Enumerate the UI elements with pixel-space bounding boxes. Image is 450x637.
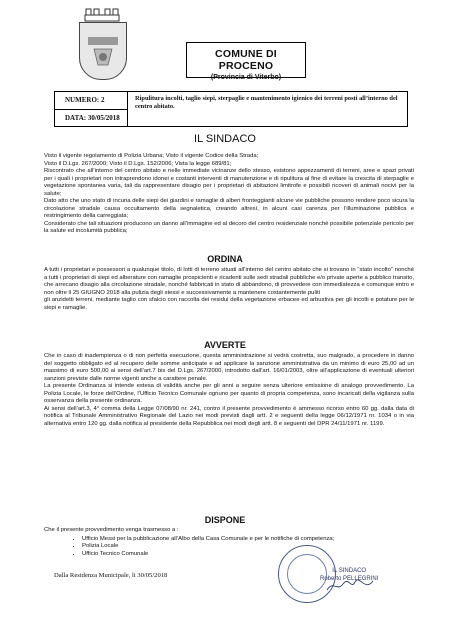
- signature-name: Roberto PELLEGRINI: [320, 576, 379, 582]
- sindaco-paragraph: Visto il vigente regolamento di Polizia Urbana; Visto il vigente Codice della Strada;: [44, 153, 259, 159]
- ordinance-number: NUMERO: 2: [55, 92, 127, 110]
- avverte-paragraph: Ai sensi dell’art.3, 4° comma della Legge 07/08/90 nr. 241, contro il presente provvedimento è ammesso ricorso entro 60 gg. dalla data di notifica al Tribunale Amministrativo Regionale del Lazio nei modi previsti dagli artt. 2 e seguenti della legge 06/12/1971 nr. 1034 o in via alternativa entro 120 gg. dalla notifica al presidente della Repubblica nei modi degli artt. 8 e seguenti del DPR 24/11/1971 nr. 1199.: [44, 405, 414, 427]
- ordinance-date: DATA: 30/05/2018: [65, 113, 120, 122]
- sindaco-paragraph: Dato atto che uno stato di incuria delle siepi dei giardini e ramaglie di alberi fronteggianti alcune vie pubbliche possono rendere poco sicura la circolazione stradale causa occultamento della segnaletica, creando altresì, in alcuni casi carenza per l’illuminazione pubblica e restringimento della carreggiata;: [44, 198, 414, 219]
- recipient-item: • Ufficio Messi per la pubblicazione all’Albo della Casa Comunale e per le notifiche di competenza;: [82, 536, 414, 544]
- section-title-ordina: ORDINA: [207, 254, 243, 264]
- sindaco-paragraph: Visto il D.Lgs. 267/2000; Visto il D.Lgs. 152/2006; Vista la legge 689/81;: [44, 160, 232, 167]
- section-title-avverte: AVVERTE: [204, 340, 246, 350]
- crown-icon: [83, 8, 121, 22]
- municipality-name: COMUNE DI PROCENO: [215, 48, 277, 72]
- section-title-dispone: DISPONE: [204, 515, 246, 525]
- signature-title: IL SINDACO: [332, 568, 367, 574]
- coat-of-arms: [77, 8, 127, 80]
- recipient-item: • Polizia Locale: [82, 543, 414, 551]
- section-title-sindaco: IL SINDACO: [194, 133, 256, 145]
- avverte-paragraph: La presente Ordinanza si intende estesa di validità anche per gli anni a seguire senza ulteriore emissione di analogo provvedimento. La Polizia Locale, le forze dell’Ordine, l’Ufficio Tecnico Comunale ognuno per quanto di propria competenza, sono incaricati della vigilanza sulla osservanza della presente ordinanza.: [44, 383, 414, 404]
- avverte-paragraph: Che in caso di inadempienza o di non perfetta esecuzione, questa amministrazione si vedrà costretta, suo malgrado, a procedere in danno del soggetto obbligato ed al recupero delle somme anticipate e ad applicare la sanzione amministrativa da un minimo di euro 25,00 ad un massimo di euro 500,00 ai sensi dell’art.7 bis del D.Lgs. 267/2000, introdotto dall’art. 16/01/2003, oltre all’applicazione di eventuali ulteriori sanzioni previste dalle norme vigenti anche a carattere penale.: [44, 353, 414, 382]
- place-date: Dalla Residenza Municipale, li 30/05/2018: [54, 572, 168, 579]
- ordinance-subject: Ripulitura incolti, taglio siepi, sterpaglie e mantenimento igienico dei terreni posti all’interno del centro abitato.: [135, 95, 398, 110]
- avverte-body: [44, 353, 414, 428]
- shield-icon: [79, 22, 127, 80]
- recipient-item: • Ufficio Tecnico Comunale: [82, 551, 414, 559]
- province-name: (Provincia di Viterbo): [210, 74, 282, 81]
- ordina-body: [44, 267, 414, 312]
- municipality-header: [186, 42, 306, 81]
- recipient-list: [44, 536, 414, 559]
- sindaco-paragraph: Considerato che tali situazioni producono un danno all’immagine ed al decoro del centro residenziale nonché possibile potenziale pericolo per la salute ed incolumità pubblica;: [44, 220, 414, 234]
- dispone-body: [44, 527, 414, 558]
- handwritten-signature: [325, 578, 375, 594]
- sindaco-paragraph: Riscontrato che all’interno del centro abitato e nelle immediate vicinanze dello stesso, esistono appezzamenti di terreni, aree e spazi privati per i quali i proprietari non intraprendono idonei e costanti interventi di manutenzione e di ripulitura al fine di evitare la crescita di sterpaglie e vegetazione spontanea varia, tali da rappresentare disagio per i proprietari di abitazioni limitrofe e possibili ricoveri di animali nocivi per la salute;: [44, 168, 414, 197]
- ordinance-info-table: [54, 91, 408, 127]
- ordina-paragraph: gli anzidetti terreni, mediante taglio con sfalcio con raccolta dei residui della vegetazione erbacee ed arbustiva per gli incolti e potature per le siepi e ramaglie.: [44, 297, 414, 311]
- ordina-paragraph: A tutti i proprietari e possessori a qualunque titolo, di lotti di terreno situati all’interno del centro abitato che si trovano in “stato incolto” nonché a tutti i proprietari di siepi ed alberature con ramaglie prospicienti e ricadenti sulle sedi stradali pubbliche e/o private aperte a pubblico transito, che arrecano disagio alla circolazione stradale, nonché fabbricati in stato di abbandono, di provvedere con immediatezza e comunque entro e non oltre il 25 GIUGNO 2018 alla pulizia degli stessi e successivamente a mantenere costantemente puliti: [44, 267, 414, 296]
- dispone-intro: Che il presente provvedimento venga trasmesso a :: [44, 527, 179, 533]
- sindaco-body: [44, 153, 414, 236]
